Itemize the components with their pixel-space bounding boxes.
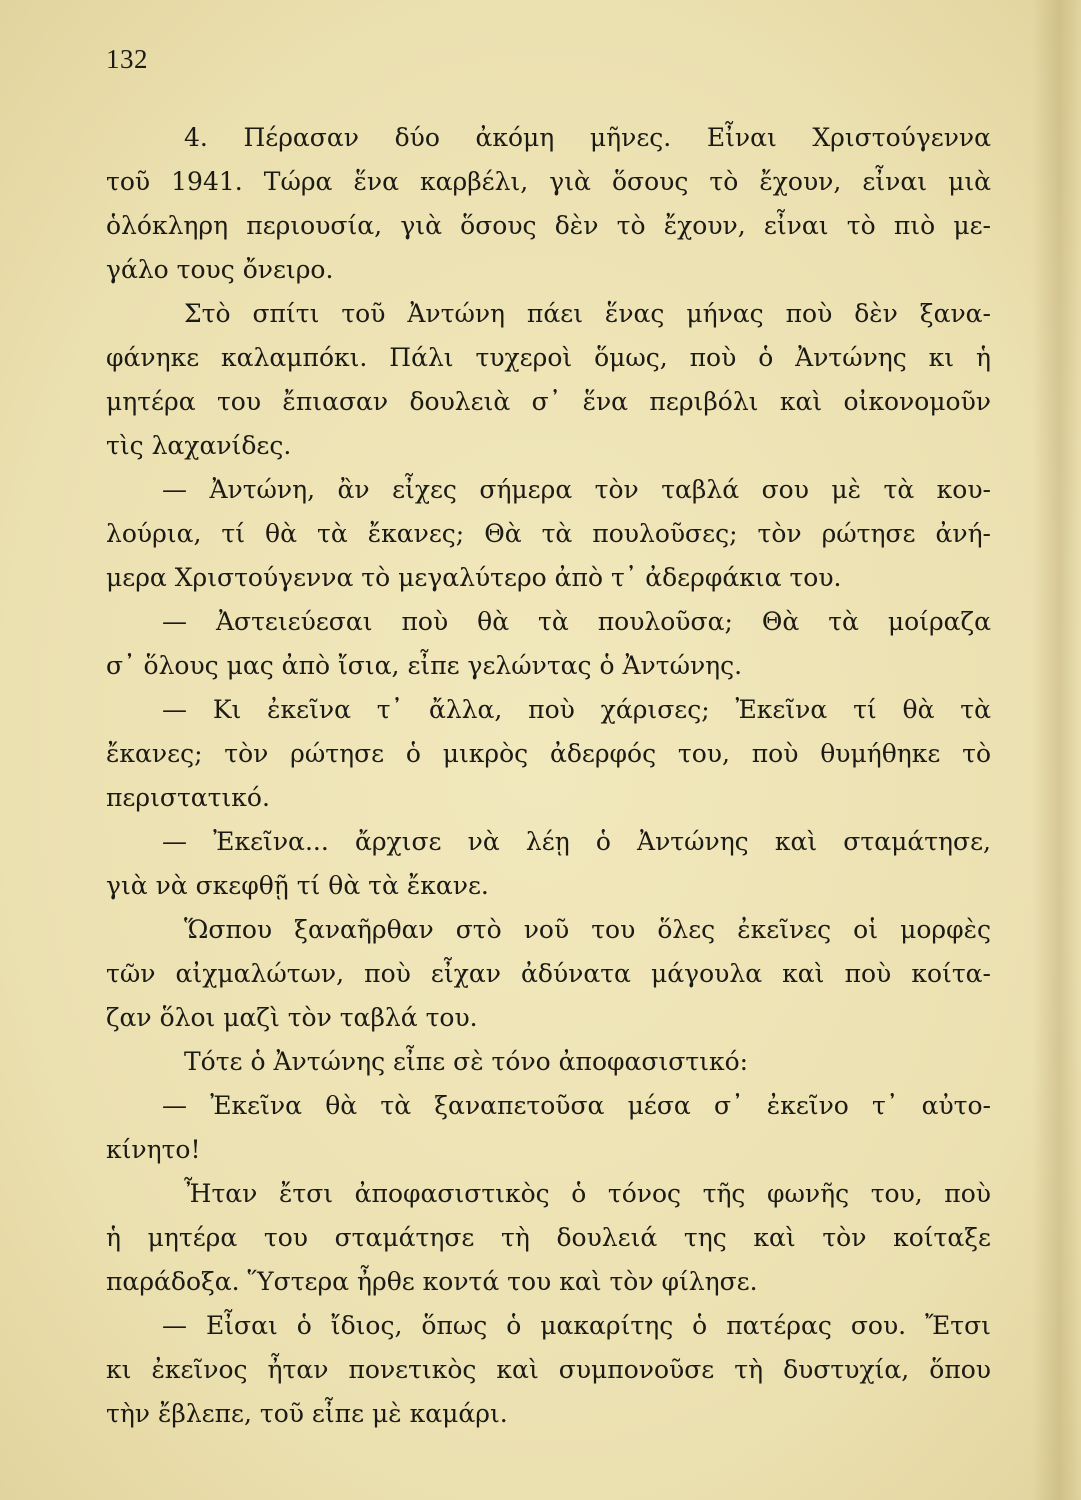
text-line: παράδοξα. Ὕστερα ἦρθε κοντά του καὶ τὸν φίλησε. xyxy=(106,1267,758,1296)
paragraph xyxy=(106,908,991,1040)
text-line: — Εἶσαι ὁ ἴδιος, ὅπως ὁ μακαρίτης ὁ πατέρας σου. Ἔτσι xyxy=(162,1311,991,1340)
paragraph xyxy=(106,688,991,820)
text-line: ἡ μητέρα του σταμάτησε τὴ δουλειά της καὶ τὸν κοίταξε xyxy=(106,1223,991,1252)
paragraph xyxy=(106,820,991,908)
text-line: κι ἐκεῖνος ἦταν πονετικὸς καὶ συμπονοῦσε τὴ δυστυχία, ὅπου xyxy=(106,1355,991,1384)
text-line: 4. Πέρασαν δύο ἀκόμη μῆνες. Εἶναι Χριστούγεννα xyxy=(184,123,991,152)
text-line: τὴν ἔβλεπε, τοῦ εἶπε μὲ καμάρι. xyxy=(106,1399,508,1428)
text-line: ζαν ὅλοι μαζὶ τὸν ταβλά του. xyxy=(106,1003,478,1032)
text-line: Ὥσπου ξαναῆρθαν στὸ νοῦ του ὅλες ἐκεῖνες οἱ μορφὲς xyxy=(184,915,991,944)
paragraph xyxy=(106,1304,991,1436)
text-line: — Ἐκεῖνα θὰ τὰ ξαναπετοῦσα μέσα σ᾿ ἐκεῖνο τ᾿ αὐτο- xyxy=(162,1091,991,1120)
page-body xyxy=(106,116,991,1436)
paragraph xyxy=(106,468,991,600)
paragraph xyxy=(106,116,991,292)
text-line: μητέρα του ἔπιασαν δουλειὰ σ᾿ ἕνα περιβόλι καὶ οἰκονομοῦν xyxy=(106,387,991,416)
text-line: — Κι ἐκεῖνα τ᾿ ἄλλα, ποὺ χάρισες; Ἐκεῖνα τί θὰ τὰ xyxy=(162,695,991,724)
paragraph xyxy=(106,1172,991,1304)
text-line: κίνητο! xyxy=(106,1135,201,1164)
text-line: Ἦταν ἔτσι ἀποφασιστικὸς ὁ τόνος τῆς φωνῆς του, ποὺ xyxy=(184,1179,991,1208)
text-line: μερα Χριστούγεννα τὸ μεγαλύτερο ἀπὸ τ᾿ ἀδερφάκια του. xyxy=(106,563,842,592)
text-line: σ᾿ ὅλους μας ἀπὸ ἴσια, εἶπε γελώντας ὁ Ἀντώνης. xyxy=(106,651,743,680)
text-line: φάνηκε καλαμπόκι. Πάλι τυχεροὶ ὅμως, ποὺ ὁ Ἀντώνης κι ἡ xyxy=(106,343,991,372)
text-line: Στὸ σπίτι τοῦ Ἀντώνη πάει ἕνας μήνας ποὺ δὲν ξανα- xyxy=(184,299,991,328)
text-line: τῶν αἰχμαλώτων, ποὺ εἶχαν ἀδύνατα μάγουλα καὶ ποὺ κοίτα- xyxy=(106,959,991,988)
text-line: Τότε ὁ Ἀντώνης εἶπε σὲ τόνο ἀποφασιστικό: xyxy=(184,1047,749,1076)
paragraph xyxy=(106,292,991,468)
text-line: — Ἀντώνη, ἂν εἶχες σήμερα τὸν ταβλά σου μὲ τὰ κου- xyxy=(162,475,991,504)
text-line: ὁλόκληρη περιουσία, γιὰ ὅσους δὲν τὸ ἔχουν, εἶναι τὸ πιὸ με- xyxy=(106,211,991,240)
text-line: τοῦ 1941. Τώρα ἕνα καρβέλι, γιὰ ὅσους τὸ ἔχουν, εἶναι μιὰ xyxy=(106,167,991,196)
paragraph xyxy=(106,1040,991,1084)
text-line: λούρια, τί θὰ τὰ ἔκανες; Θὰ τὰ πουλοῦσες; τὸν ρώτησε ἀνή- xyxy=(106,519,991,548)
text-line: γιὰ νὰ σκεφθῇ τί θὰ τὰ ἔκανε. xyxy=(106,871,489,900)
text-line: — Ἐκεῖνα... ἄρχισε νὰ λέῃ ὁ Ἀντώνης καὶ σταμάτησε, xyxy=(162,827,991,856)
text-line: γάλο τους ὄνειρο. xyxy=(106,255,334,284)
page-number: 132 xyxy=(106,44,148,74)
paragraph xyxy=(106,600,991,688)
text-line: τὶς λαχανίδες. xyxy=(106,431,292,460)
paragraph xyxy=(106,1084,991,1172)
text-line: ἔκανες; τὸν ρώτησε ὁ μικρὸς ἀδερφός του, ποὺ θυμήθηκε τὸ xyxy=(106,739,991,768)
text-line: — Ἀστειεύεσαι ποὺ θὰ τὰ πουλοῦσα; Θὰ τὰ μοίραζα xyxy=(162,607,991,636)
text-line: περιστατικό. xyxy=(106,783,270,812)
